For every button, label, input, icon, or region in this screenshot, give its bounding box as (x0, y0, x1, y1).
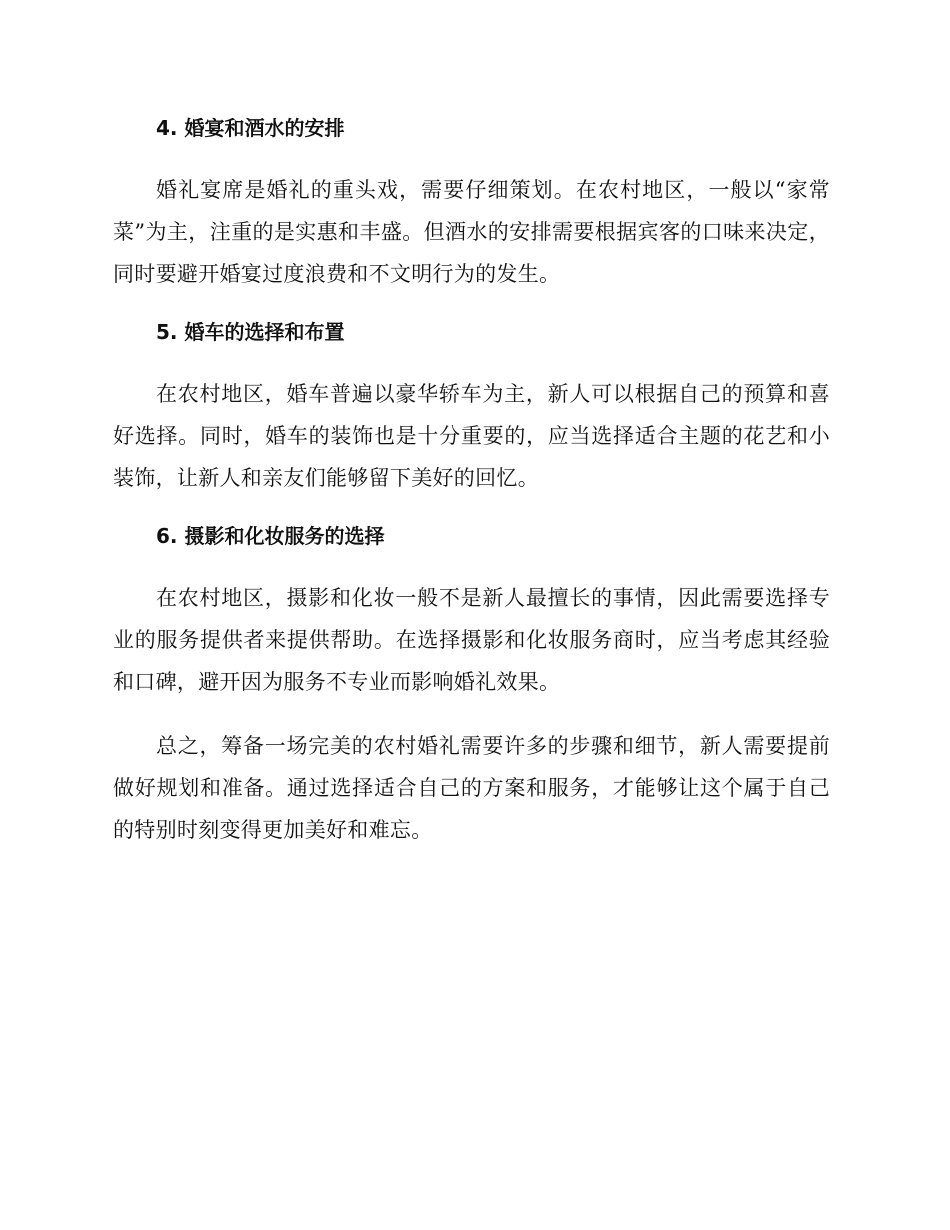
section-paragraph-photo-makeup: 在农村地区，摄影和化妆一般不是新人最擅长的事情，因此需要选择专业的服务提供者来提供帮助。在选择摄影和化妆服务商时，应当考虑其经验和口碑，避开因为服务不专业而影响婚礼效果。 (113, 586, 830, 694)
section-paragraph-wedding-car: 在农村地区，婚车普遍以豪华轿车为主，新人可以根据自己的预算和喜好选择。同时，婚车的装饰也是十分重要的，应当选择适合主题的花艺和小装饰，让新人和亲友们能够留下美好的回忆。 (113, 382, 830, 490)
section-heading-wedding-car: 5. 婚车的选择和布置 (156, 320, 345, 344)
conclusion-paragraph: 总之，筹备一场完美的农村婚礼需要许多的步骤和细节，新人需要提前做好规划和准备。通过选择适合自己的方案和服务，才能够让这个属于自己的特别时刻变得更加美好和难忘。 (113, 734, 830, 842)
section-heading-photo-makeup: 6. 摄影和化妆服务的选择 (156, 524, 385, 548)
section-heading-banquet: 4. 婚宴和酒水的安排 (156, 116, 345, 140)
section-paragraph-banquet: 婚礼宴席是婚礼的重头戏，需要仔细策划。在农村地区，一般以“家常菜”为主，注重的是实惠和丰盛。但酒水的安排需要根据宾客的口味来决定，同时要避开婚宴过度浪费和不文明行为的发生。 (113, 178, 830, 286)
